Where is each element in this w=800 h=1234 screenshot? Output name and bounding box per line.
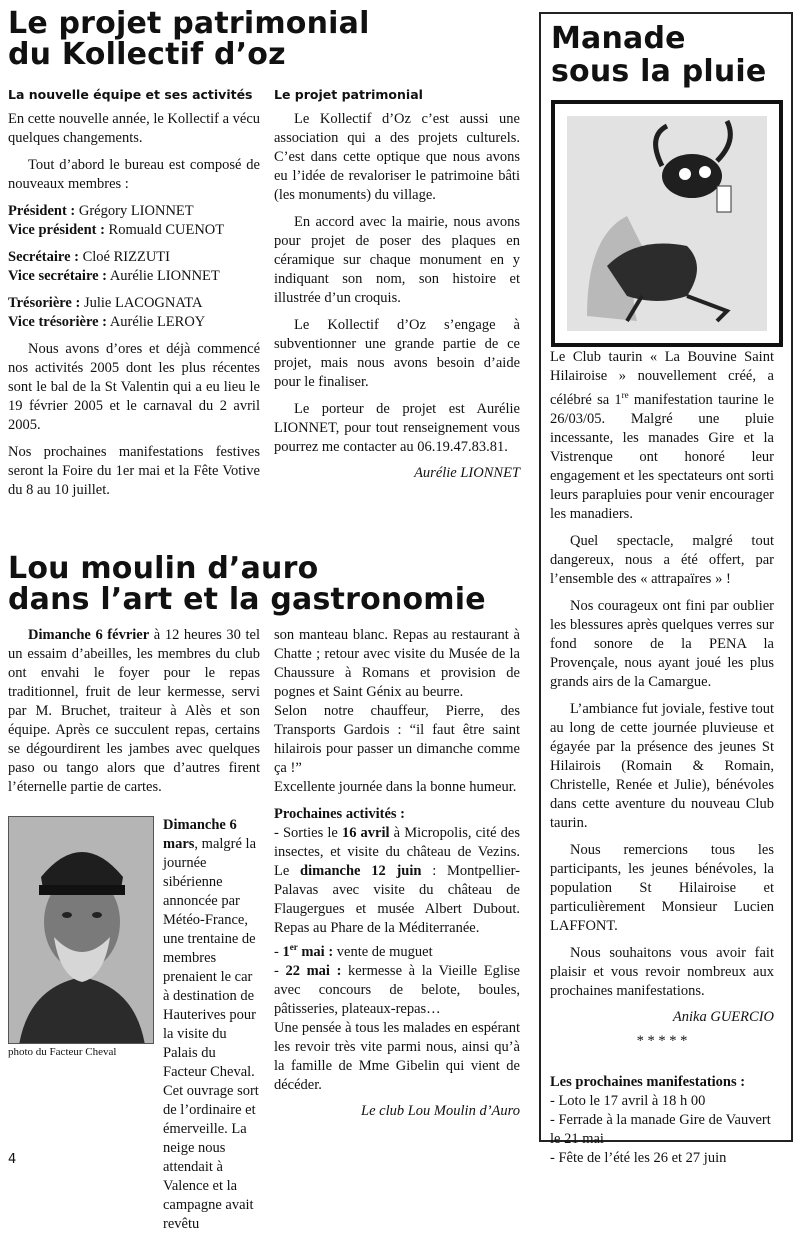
paragraph: Nous remercions tous les participants, les jeunes bénévoles, la population St Hilairoise et particulièrement Monsieur Lucien LAFFONT.: [550, 841, 774, 934]
page-number: 4: [8, 1152, 17, 1167]
paragraph: L’ambiance fut joviale, festive tout au long de cette journée pluvieuse et égayée par la présence des jeunes St Hilairois (Romain & Romain, Christelle, Renée et Julie), bénévoles dans cette aventure du nouveau Club taurin.: [550, 700, 774, 831]
portrait-illustration: [9, 817, 154, 1044]
article-kollectif: [8, 8, 528, 70]
article-title: Lou moulin d’auro dans l’art et la gastronomie: [8, 551, 486, 617]
paragraph: Le Kollectif d’Oz c’est aussi une association qui a des projets culturels. C’est dans cette optique que nous avons eu l’idée de revaloriser le patrimoine bâti (les monuments) du village.: [274, 111, 520, 203]
article-moulin-col1-right: [163, 816, 260, 1234]
article-title: Le projet patrimonial du Kollectif d’oz: [8, 6, 370, 72]
sidebar-manade: [539, 12, 793, 1166]
signature: Aurélie LIONNET: [414, 465, 520, 481]
paragraph: Tout d’abord le bureau est composé de nouveaux membres :: [8, 157, 260, 192]
sidebar-title: Manade sous la pluie: [551, 21, 767, 89]
paragraph: Une pensée à tous les malades en espérant les revoir très vite parmi nous, ainsi qu’à la famille de Mme Gibelin qui vient de décéder.: [274, 1019, 520, 1093]
photo-caption: photo du Facteur Cheval: [8, 1046, 117, 1058]
paragraph: Nos prochaines manifestations festives seront la Foire du 1er mai et la Fête Votive du 8 au 10 juillet.: [8, 444, 260, 498]
paragraph: Le porteur de projet est Aurélie LIONNET, pour tout renseignement vous pourrez me contacter au 06.19.47.83.81.: [274, 401, 520, 455]
illustration-frame: [551, 100, 783, 347]
bull-drawing: [567, 116, 767, 331]
activity-item: - 22 mai : kermesse à la Vieille Eglise avec concours de belote, boules, pâtisseries, plateaux-repas…: [274, 962, 520, 1017]
list-item: - Loto le 17 avril à 18 h 00: [550, 1092, 706, 1109]
activities-heading: Prochaines activités :: [274, 806, 406, 822]
paragraph: Excellente journée dans la bonne humeur.: [274, 779, 517, 795]
article-kollectif-col2: [274, 87, 520, 482]
paragraph: Nous souhaitons vous avoir fait plaisir et vous revoir nombreux aux prochaines manifestations.: [550, 944, 774, 999]
paragraph: Le Club taurin « La Bouvine Saint Hilairoise » nouvellement créé, a célébré sa 1re manifestation taurine le 26/03/05. Malgré une pluie incessante, les manades Gire et la Vistrenque ont honoré leur engagement et les spectateurs ont sorti leurs parapluies pour venir encourager les manadiers.: [550, 349, 774, 522]
paragraph: son manteau blanc. Repas au restaurant à Chatte ; retour avec visite du Musée de la Chaussure à Romans et provision de pognes et Saint Génix au beurre.: [274, 627, 520, 700]
next-events-list: [550, 1092, 774, 1168]
role-line: Vice secrétaire : Aurélie LIONNET: [8, 268, 220, 284]
paragraph: Nos courageux ont fini par oublier les blessures après quelques verres sur fond sonore de la PENA la Provençale, nous ayant joué les plus grands airs de la Camargue.: [550, 597, 774, 690]
article-kollectif-col1: [8, 87, 260, 500]
role-line: Trésorière : Julie LACOGNATA: [8, 295, 203, 311]
article-moulin-col2: [274, 626, 520, 1120]
section-heading: Le projet patrimonial: [274, 87, 423, 102]
photo-facteur-cheval: [8, 816, 154, 1044]
role-line: Vice président : Romuald CUENOT: [8, 222, 225, 238]
paragraph: En accord avec la mairie, nous avons pour projet de poser des plaques en céramique sur chaque monument en y indiquant son nom, son histoire et illustrée d’un croquis.: [274, 214, 520, 306]
paragraph: Dimanche 6 mars, malgré la journée sibérienne annoncée par Météo-France, une trentaine de membres prenaient le car à destination de Hauterives pour la visite du Palais du Facteur Cheval. Cet ouvrage sort de l’ordinaire et émerveille. La neige nous attendait à Valence et la campagne avait revêtu: [163, 817, 259, 1232]
paragraph: Le Kollectif d’Oz s’engage à subventionner une grande partie de ce projet, mais nous avons besoin d’aide pour le finaliser.: [274, 317, 520, 390]
sidebar-body: [550, 348, 774, 1168]
role-line: Président : Grégory LIONNET: [8, 203, 194, 219]
article-moulin: [8, 553, 528, 615]
list-item: - Fête de l’été les 26 et 27 juin: [550, 1149, 727, 1166]
signature: Anika GUERCIO: [672, 1008, 774, 1025]
separator-stars: * * * * *: [636, 1032, 688, 1049]
paragraph: Quel spectacle, malgré tout dangereux, nous a été offert, par l’ensemble des « attrapaïres » !: [550, 532, 774, 587]
paragraph: En cette nouvelle année, le Kollectif a vécu quelques changements.: [8, 111, 261, 146]
list-item: - Ferrade à la manade Gire de Vauvert le 21 mai: [550, 1111, 771, 1147]
next-events-heading: Les prochaines manifestations :: [550, 1073, 746, 1090]
signature: Le club Lou Moulin d’Auro: [361, 1102, 520, 1119]
activity-item: - 1er mai : vente de muguet: [274, 942, 433, 960]
bull-illustration: [567, 116, 767, 331]
role-line: Vice trésorière : Aurélie LEROY: [8, 314, 206, 330]
paragraph: Dimanche 6 février à 12 heures 30 tel un essaim d’abeilles, les membres du club ont envahi le foyer pour le repas traditionnel, fruit de leur kermesse, servi par M. Bruchet, traiteur à Alès et son équipe. Après ce succulent repas, certains se dégourdirent les jambes avec quelques paso ou tango alors que d’autres firent l’éternelle partie de cartes.: [8, 627, 260, 795]
activity-item: - Sorties le 16 avril à Micropolis, cité des insectes, et visite du château de Vezins. Le dimanche 12 juin : Montpellier-Palavas avec visite du château de Flaugergues et musée Albert Dubout. Repas au Phare de la Méditerranée.: [274, 825, 520, 936]
section-heading: La nouvelle équipe et ses activités: [8, 87, 253, 102]
article-moulin-col1-top: [8, 626, 260, 797]
paragraph: Selon notre chauffeur, Pierre, des Transports Gardois : “il faut être saint hilairois pour passer un dimanche comme ça !”: [274, 703, 520, 776]
role-line: Secrétaire : Cloé RIZZUTI: [8, 249, 170, 265]
paragraph: Nous avons d’ores et déjà commencé nos activités 2005 dont les plus récentes sont le bal de la St Valentin qui a eu lieu le 19 février 2005 et le carnaval du 2 avril 2005.: [8, 341, 260, 433]
